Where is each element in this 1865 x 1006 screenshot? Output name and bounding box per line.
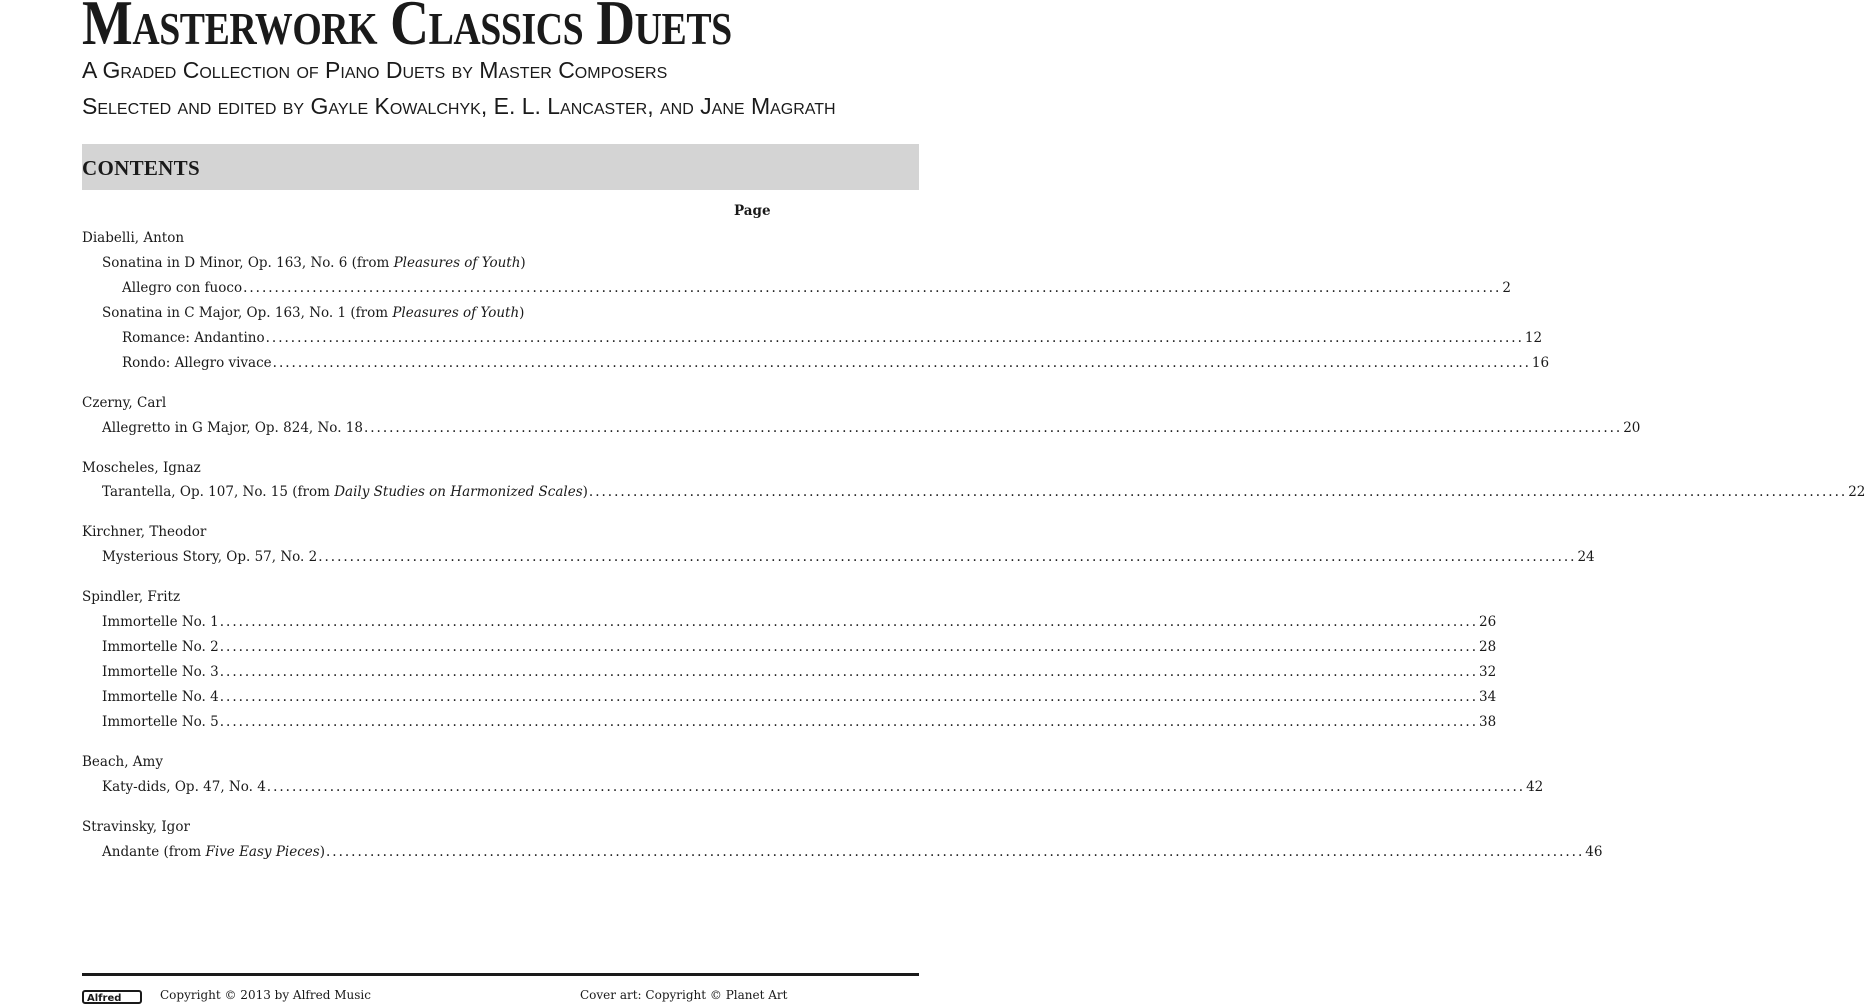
toc-entry-label: Rondo: Allegro vivace xyxy=(122,355,272,371)
work-title-text: Sonatina in D Minor, Op. 163, No. 6 (from xyxy=(102,255,394,271)
composer-name: Czerny, Carl xyxy=(82,395,167,411)
leader-dots: ........................................................................................................................................................................................................ xyxy=(318,549,1577,565)
toc-entry-label: Immortelle No. 1 xyxy=(102,614,219,630)
work-title xyxy=(102,303,524,323)
leader-dots: ........................................................................................................................................................................................................ xyxy=(219,639,1478,655)
toc-entry-page: 46 xyxy=(1585,844,1603,860)
toc-entry[interactable] xyxy=(122,328,1543,348)
leader-dots: ........................................................................................................................................................................................................ xyxy=(219,664,1478,680)
toc-entry[interactable] xyxy=(122,353,1550,373)
work-title-tail: ) xyxy=(519,305,525,321)
toc-entry-page: 16 xyxy=(1531,355,1550,371)
leader-dots: ........................................................................................................................................................................................................ xyxy=(588,484,1848,500)
toc-entry-page: 28 xyxy=(1479,639,1497,655)
toc-entry-label: Allegro con fuoco xyxy=(122,280,243,296)
footer-rule xyxy=(82,973,919,976)
editors-credit: Selected and edited by Gayle Kowalchyk, E. L. Lancaster, and Jane Magrath xyxy=(82,93,836,119)
composer-name: Beach, Amy xyxy=(82,754,163,770)
toc-entry[interactable] xyxy=(102,662,1497,682)
leader-dots: ........................................................................................................................................................................................................ xyxy=(265,330,1524,346)
composer-name: Diabelli, Anton xyxy=(82,230,185,246)
cover-art-credit: Cover art: Copyright © Planet Art xyxy=(580,988,788,1002)
work-title-tail: ) xyxy=(520,255,526,271)
leader-dots: ........................................................................................................................................................................................................ xyxy=(272,355,1531,371)
toc-entry-page: 26 xyxy=(1479,614,1497,630)
page-column-label: Page xyxy=(734,203,771,219)
toc-entry-page: 12 xyxy=(1524,330,1543,346)
toc-entry[interactable] xyxy=(102,547,1595,567)
toc-entry-page: 34 xyxy=(1479,689,1497,705)
copyright-notice: Copyright © 2013 by Alfred Music xyxy=(160,988,371,1002)
composer-name: Stravinsky, Igor xyxy=(82,819,190,835)
toc-entry[interactable] xyxy=(102,712,1497,732)
toc-entry-page: 24 xyxy=(1577,549,1595,565)
toc-entry-label: Immortelle No. 5 xyxy=(102,714,219,730)
toc-entry[interactable] xyxy=(102,612,1497,632)
toc-entry[interactable] xyxy=(102,418,1641,438)
toc-entry[interactable] xyxy=(102,842,1603,862)
work-title-text: Sonatina in C Major, Op. 163, No. 1 (from xyxy=(102,305,393,321)
toc-entry[interactable] xyxy=(102,687,1497,707)
toc-entry-label: Immortelle No. 2 xyxy=(102,639,219,655)
work-source-title: Daily Studies on Harmonized Scales xyxy=(334,484,583,500)
toc-entry-label: Allegretto in G Major, Op. 824, No. 18 xyxy=(102,420,363,436)
work-source-title: Five Easy Pieces xyxy=(205,844,320,860)
toc-entry-page: 2 xyxy=(1502,280,1511,296)
work-title-text: Tarantella, Op. 107, No. 15 (from xyxy=(102,484,335,500)
work-title xyxy=(102,253,526,273)
work-title-tail: ) xyxy=(319,844,325,860)
toc-entry-label: Katy-dids, Op. 47, No. 4 xyxy=(102,779,266,795)
work-source-title: Pleasures of Youth xyxy=(392,305,520,321)
leader-dots: ........................................................................................................................................................................................................ xyxy=(219,714,1478,730)
toc-entry-label: Mysterious Story, Op. 57, No. 2 xyxy=(102,549,318,565)
composer-name: Kirchner, Theodor xyxy=(82,524,207,540)
leader-dots: ........................................................................................................................................................................................................ xyxy=(243,280,1502,296)
toc-entry[interactable] xyxy=(102,777,1544,797)
leader-dots: ........................................................................................................................................................................................................ xyxy=(219,614,1478,630)
work-title-text: Andante (from xyxy=(102,844,206,860)
book-title: Masterwork Classics Duets xyxy=(82,0,732,58)
toc-entry[interactable] xyxy=(102,482,1865,502)
work-title-tail: ) xyxy=(582,484,588,500)
work-source-title: Pleasures of Youth xyxy=(393,255,521,271)
toc-entry-label: Immortelle No. 4 xyxy=(102,689,219,705)
toc-entry-page: 22 xyxy=(1848,484,1865,500)
leader-dots: ........................................................................................................................................................................................................ xyxy=(219,689,1478,705)
toc-entry[interactable] xyxy=(102,637,1497,657)
contents-heading: CONTENTS xyxy=(82,156,200,180)
contents-heading-bar xyxy=(82,144,919,190)
toc-entry-label xyxy=(102,482,588,502)
leader-dots: ........................................................................................................................................................................................................ xyxy=(363,420,1623,436)
toc-entry-page: 20 xyxy=(1623,420,1641,436)
toc-entry-label: Romance: Andantino xyxy=(122,330,265,346)
leader-dots: ........................................................................................................................................................................................................ xyxy=(325,844,1585,860)
composer-name: Moscheles, Ignaz xyxy=(82,460,201,476)
composer-name: Spindler, Fritz xyxy=(82,589,181,605)
publisher-logo: Alfred xyxy=(82,990,142,1004)
toc-entry-label: Immortelle No. 3 xyxy=(102,664,219,680)
toc-entry-page: 42 xyxy=(1526,779,1544,795)
toc-entry-page: 32 xyxy=(1479,664,1497,680)
book-subtitle: A Graded Collection of Piano Duets by Master Composers xyxy=(82,57,668,83)
leader-dots: ........................................................................................................................................................................................................ xyxy=(266,779,1526,795)
toc-entry-page: 38 xyxy=(1479,714,1497,730)
toc-entry[interactable] xyxy=(122,278,1511,298)
toc-entry-label xyxy=(102,842,325,862)
